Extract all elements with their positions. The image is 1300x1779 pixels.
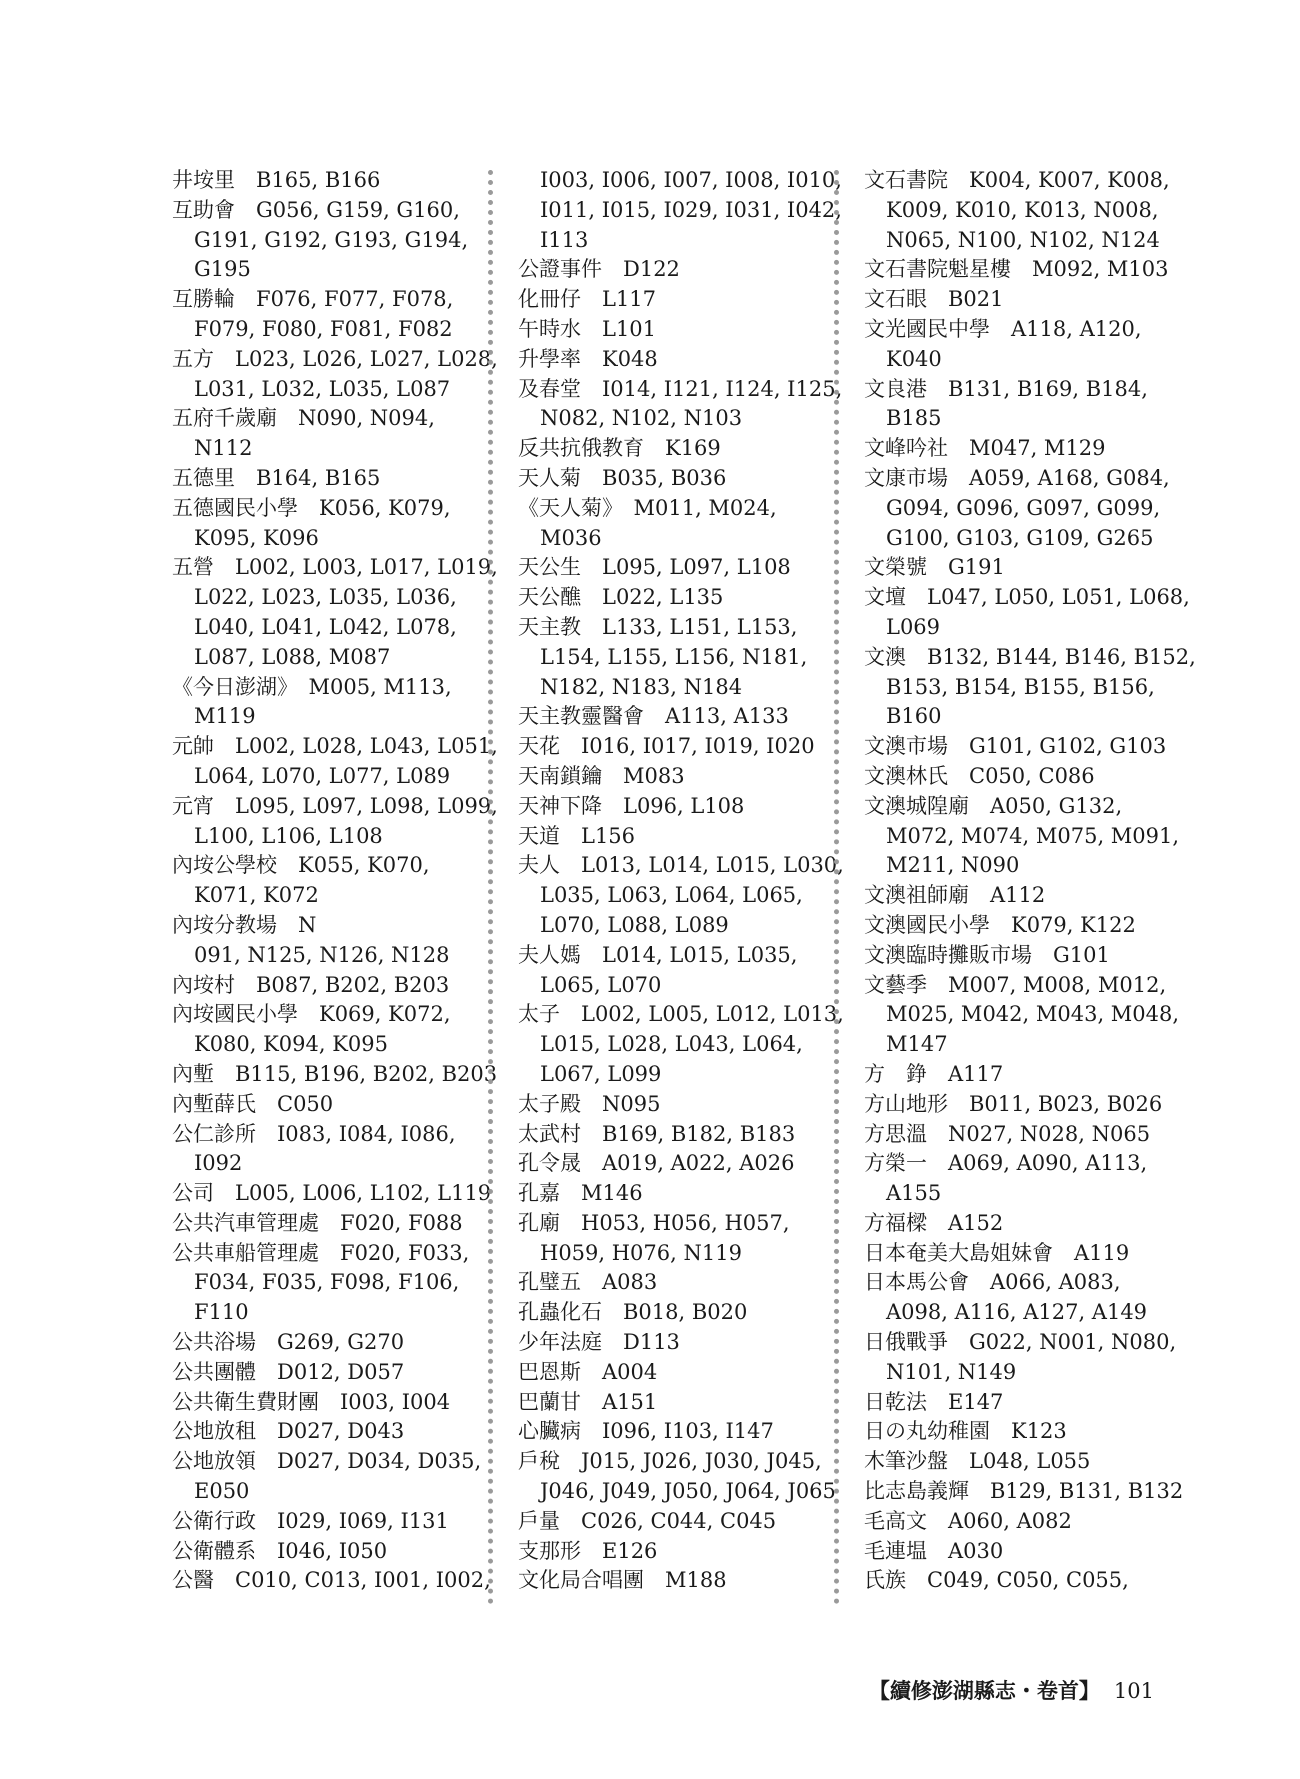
index-entry-line: 日本奄美大島姐妹會 A119	[864, 1240, 1130, 1265]
index-entry-line: 文光國民中學 A118, A120,	[864, 316, 1142, 341]
page-footer	[869, 1675, 1154, 1705]
index-entry-line: 091, N125, N126, N128	[194, 942, 450, 967]
index-entry-line: L070, L088, L089	[540, 912, 729, 937]
index-entry-line: 化冊仔 L117	[518, 287, 657, 312]
index-entry-line: N101, N149	[886, 1359, 1017, 1384]
index-entry-line: 午時水 L101	[518, 316, 657, 341]
index-entry-line: G191, G192, G193, G194,	[194, 227, 469, 252]
index-entry-line: 互助會 G056, G159, G160,	[172, 197, 460, 222]
index-entry-line: 元宵 L095, L097, L098, L099,	[172, 793, 498, 818]
index-entry-line: 公醫 C010, C013, I001, I002,	[172, 1568, 491, 1593]
index-entry-line: M211, N090	[886, 853, 1020, 878]
index-entry-line: 文榮號 G191	[864, 555, 1005, 580]
index-entry-line: L154, L155, L156, N181,	[540, 644, 808, 669]
index-entry-line: M147	[886, 1032, 948, 1057]
index-entry-line: 文壇 L047, L050, L051, L068,	[864, 585, 1190, 610]
index-entry-line: 方福樑 A152	[864, 1210, 1004, 1235]
index-entry-line: L035, L063, L064, L065,	[540, 883, 803, 908]
index-entry-line: 少年法庭 D113	[518, 1330, 680, 1355]
index-entry-line: 孔蟲化石 B018, B020	[518, 1300, 748, 1325]
index-entry-line: 文澳 B132, B144, B146, B152,	[864, 644, 1196, 669]
index-entry-line: 內塹 B115, B196, B202, B203	[172, 1061, 498, 1086]
index-entry-line: 公共浴場 G269, G270	[172, 1330, 405, 1355]
index-entry-line: B160	[886, 704, 942, 729]
index-entry-line: 孔廟 H053, H056, H057,	[518, 1210, 790, 1235]
index-entry-line: 文澳市場 G101, G102, G103	[864, 734, 1167, 759]
index-entry-line: 內塹薛氏 C050	[172, 1091, 334, 1116]
index-entry-line: 公共團體 D012, D057	[172, 1359, 405, 1384]
index-entry-line: M036	[540, 525, 602, 550]
index-entry-line: 文石眼 B021	[864, 287, 1004, 312]
index-entry-line: 及春堂 I014, I121, I124, I125,	[518, 376, 843, 401]
index-entry-line: 內垵分教場 N	[172, 912, 317, 937]
index-entry-line: 文澳國民小學 K079, K122	[864, 912, 1136, 937]
index-entry-line: 文澳城隍廟 A050, G132,	[864, 793, 1123, 818]
index-entry-line: 方山地形 B011, B023, B026	[864, 1091, 1163, 1116]
index-entry-line: M119	[194, 704, 256, 729]
book-title: 【續修澎湖縣志・卷首】	[868, 1678, 1100, 1703]
index-entry-line: 文澳林氏 C050, C086	[864, 763, 1095, 788]
index-entry-line: 文峰吟社 M047, M129	[864, 436, 1106, 461]
index-entry-line: L100, L106, L108	[194, 823, 383, 848]
index-entry-line: 文澳臨時攤販市場 G101	[864, 942, 1110, 967]
index-entry-line: G100, G103, G109, G265	[886, 525, 1154, 550]
index-entry-line: J046, J049, J050, J064, J065	[540, 1479, 836, 1504]
index-column-3	[864, 166, 1196, 1596]
index-entry-line: N082, N102, N103	[540, 406, 743, 431]
index-entry-line: 天人菊 B035, B036	[518, 465, 727, 490]
index-entry-line: I092	[194, 1151, 243, 1176]
index-entry-line: 孔璧五 A083	[518, 1270, 658, 1295]
index-entry-line: 日俄戰爭 G022, N001, N080,	[864, 1330, 1177, 1355]
index-entry-line: A155	[886, 1181, 942, 1206]
column-divider	[488, 170, 493, 1605]
index-entry-line: 日の丸幼稚園 K123	[864, 1419, 1067, 1444]
index-entry-line: M072, M074, M075, M091,	[886, 823, 1180, 848]
index-entry-line: 內垵村 B087, B202, B203	[172, 972, 450, 997]
index-entry-line: 天公醮 L022, L135	[518, 585, 724, 610]
index-entry-line: 文石書院 K004, K007, K008,	[864, 168, 1170, 192]
index-entry-line: N065, N100, N102, N124	[886, 227, 1160, 252]
index-entry-line: 方 錚 A117	[864, 1061, 1004, 1086]
index-entry-line: 天道 L156	[518, 823, 636, 848]
index-entry-line: 比志島義輝 B129, B131, B132	[864, 1479, 1184, 1504]
index-entry-line: 文澳祖師廟 A112	[864, 883, 1046, 908]
index-entry-line: 太武村 B169, B182, B183	[518, 1121, 796, 1146]
index-entry-line: N112	[194, 436, 253, 461]
index-entry-line: 天主教靈醫會 A113, A133	[518, 704, 789, 729]
index-entry-line: 夫人媽 L014, L015, L035,	[518, 942, 798, 967]
index-entry-line: 戶稅 J015, J026, J030, J045,	[518, 1449, 822, 1474]
index-entry-line: 毛連塭 A030	[864, 1538, 1004, 1563]
index-entry-line: 反共抗俄教育 K169	[518, 436, 721, 461]
index-entry-line: L087, L088, M087	[194, 644, 391, 669]
column-divider	[834, 170, 839, 1605]
index-entry-line: 文良港 B131, B169, B184,	[864, 376, 1148, 401]
index-entry-line: 天南鎖鑰 M083	[518, 763, 685, 788]
index-entry-line: 公證事件 D122	[518, 257, 680, 282]
index-entry-line: 戶量 C026, C044, C045	[518, 1508, 777, 1533]
index-entry-line: F034, F035, F098, F106,	[194, 1270, 460, 1295]
index-entry-line: 五營 L002, L003, L017, L019,	[172, 555, 498, 580]
index-entry-line: 孔令晟 A019, A022, A026	[518, 1151, 795, 1176]
index-entry-line: 文化局合唱團 M188	[518, 1568, 727, 1593]
index-entry-line: G195	[194, 257, 251, 282]
index-entry-line: 巴蘭甘 A151	[518, 1389, 658, 1414]
index-entry-line: 日乾法 E147	[864, 1389, 1004, 1414]
index-entry-line: 孔嘉 M146	[518, 1181, 643, 1206]
index-entry-line: L064, L070, L077, L089	[194, 763, 451, 788]
index-entry-line: F079, F080, F081, F082	[194, 316, 453, 341]
index-entry-line: 公共汽車管理處 F020, F088	[172, 1210, 463, 1235]
index-entry-line: H059, H076, N119	[540, 1240, 742, 1265]
index-entry-line: 氏族 C049, C050, C055,	[864, 1568, 1129, 1593]
index-entry-line: 內垵國民小學 K069, K072,	[172, 1002, 451, 1027]
index-entry-line: L040, L041, L042, L078,	[194, 614, 457, 639]
index-entry-line: 支那形 E126	[518, 1538, 658, 1563]
index-entry-line: E050	[194, 1479, 250, 1504]
index-entry-line: 公共車船管理處 F020, F033,	[172, 1240, 470, 1265]
index-entry-line: L067, L099	[540, 1061, 662, 1086]
index-entry-line: 公司 L005, L006, L102, L119	[172, 1181, 492, 1206]
index-entry-line: 天主教 L133, L151, L153,	[518, 614, 798, 639]
index-entry-line: 方榮一 A069, A090, A113,	[864, 1151, 1148, 1176]
index-entry-line: 公地放領 D027, D034, D035,	[172, 1449, 482, 1474]
index-entry-line: 太子殿 N095	[518, 1091, 661, 1116]
index-entry-line: L069	[886, 614, 941, 639]
index-entry-line: 公衛行政 I029, I069, I131	[172, 1508, 449, 1533]
index-entry-line: I113	[540, 227, 589, 252]
index-entry-line: 文石書院魁星樓 M092, M103	[864, 257, 1169, 282]
index-entry-line: 內垵公學校 K055, K070,	[172, 853, 430, 878]
index-entry-line: K071, K072	[194, 883, 319, 908]
index-entry-line: 木筆沙盤 L048, L055	[864, 1449, 1091, 1474]
index-entry-line: M025, M042, M043, M048,	[886, 1002, 1180, 1027]
page-number: 101	[1113, 1679, 1154, 1703]
index-entry-line: 日本馬公會 A066, A083,	[864, 1270, 1121, 1295]
index-entry-line: 巴恩斯 A004	[518, 1359, 658, 1384]
index-entry-line: 升學率 K048	[518, 346, 658, 371]
index-entry-line: 公地放租 D027, D043	[172, 1419, 405, 1444]
index-entry-line: 文藝季 M007, M008, M012,	[864, 972, 1167, 997]
index-entry-line: K080, K094, K095	[194, 1032, 389, 1057]
index-entry-line: 天神下降 L096, L108	[518, 793, 745, 818]
index-entry-line: 公共衛生費財團 I003, I004	[172, 1389, 451, 1414]
index-entry-line: L065, L070	[540, 972, 662, 997]
index-entry-line: 毛高文 A060, A082	[864, 1508, 1072, 1533]
index-entry-line: 公衛體系 I046, I050	[172, 1538, 388, 1563]
index-entry-line: 方思溫 N027, N028, N065	[864, 1121, 1151, 1146]
index-column-2	[518, 166, 844, 1596]
index-entry-line: K095, K096	[194, 525, 319, 550]
index-entry-line: L022, L023, L035, L036,	[194, 585, 457, 610]
index-entry-line: L031, L032, L035, L087	[194, 376, 451, 401]
index-entry-line: 文康市場 A059, A168, G084,	[864, 465, 1170, 490]
index-entry-line: 五德國民小學 K056, K079,	[172, 495, 451, 520]
index-entry-line: K009, K010, K013, N008,	[886, 197, 1159, 222]
index-entry-line: 夫人 L013, L014, L015, L030,	[518, 853, 844, 878]
index-entry-line: F110	[194, 1300, 249, 1325]
index-entry-line: L015, L028, L043, L064,	[540, 1032, 803, 1057]
index-entry-line: G094, G096, G097, G099,	[886, 495, 1161, 520]
index-entry-line: I003, I006, I007, I008, I010,	[540, 168, 842, 192]
index-entry-line: 元帥 L002, L028, L043, L051,	[172, 734, 498, 759]
index-entry-line: A098, A116, A127, A149	[886, 1300, 1148, 1325]
index-entry-line: 太子 L002, L005, L012, L013,	[518, 1002, 844, 1027]
index-entry-line: 天花 I016, I017, I019, I020	[518, 734, 815, 759]
index-entry-line: 公仁診所 I083, I084, I086,	[172, 1121, 456, 1146]
index-entry-line: 井垵里 B165, B166	[172, 168, 381, 192]
index-entry-line: K040	[886, 346, 942, 371]
index-entry-line: 《天人菊》 M011, M024,	[518, 495, 777, 520]
index-column-1	[172, 166, 498, 1596]
index-entry-line: 五方 L023, L026, L027, L028,	[172, 346, 498, 371]
index-entry-line: 五德里 B164, B165	[172, 465, 381, 490]
index-entry-line: I011, I015, I029, I031, I042,	[540, 197, 842, 222]
index-entry-line: N182, N183, N184	[540, 674, 743, 699]
index-entry-line: B153, B154, B155, B156,	[886, 674, 1155, 699]
index-entry-line: 互勝輪 F076, F077, F078,	[172, 287, 454, 312]
index-entry-line: 《今日澎湖》 M005, M113,	[172, 674, 452, 699]
index-entry-line: B185	[886, 406, 942, 431]
index-entry-line: 五府千歲廟 N090, N094,	[172, 406, 435, 431]
index-entry-line: 天公生 L095, L097, L108	[518, 555, 791, 580]
index-entry-line: 心臟病 I096, I103, I147	[518, 1419, 774, 1444]
